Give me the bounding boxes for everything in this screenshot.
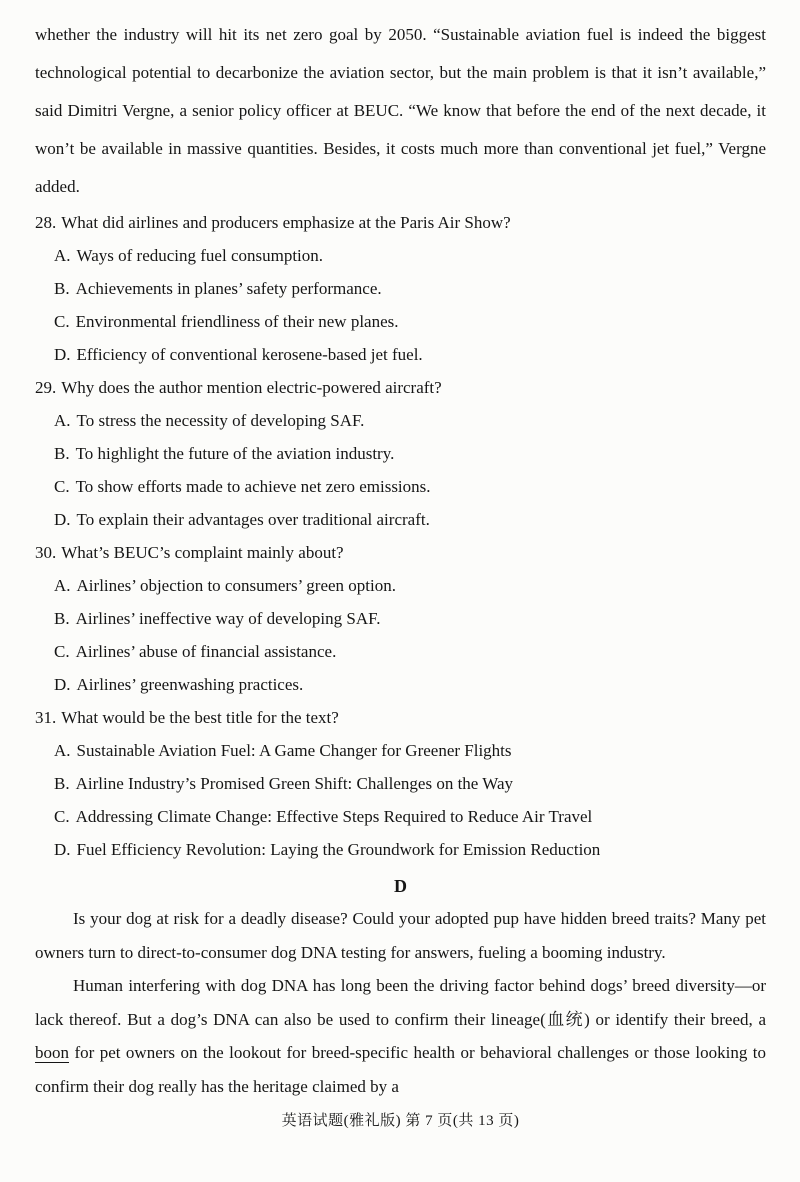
- option-text: Addressing Climate Change: Effective Steps Required to Reduce Air Travel: [75, 807, 593, 826]
- option-text: To stress the necessity of developing SAF.: [76, 411, 365, 430]
- option-label: D.: [54, 345, 71, 364]
- option-text: Sustainable Aviation Fuel: A Game Changer for Greener Flights: [76, 741, 512, 760]
- option-row: [54, 272, 766, 305]
- option-label: B.: [54, 609, 70, 628]
- option-text: Airlines’ abuse of financial assistance.: [75, 642, 337, 661]
- option-row: [54, 437, 766, 470]
- option-row: [54, 503, 766, 536]
- option-row: [54, 800, 766, 833]
- option-row: [54, 602, 766, 635]
- option-row: [54, 734, 766, 767]
- question-28: [35, 206, 766, 371]
- question-number: 30.: [35, 543, 57, 562]
- option-row: [54, 767, 766, 800]
- option-label: C.: [54, 807, 70, 826]
- option-row: [54, 569, 766, 602]
- option-row: [54, 668, 766, 701]
- option-label: A.: [54, 576, 71, 595]
- option-label: A.: [54, 411, 71, 430]
- option-text: Achievements in planes’ safety performance.: [75, 279, 382, 298]
- option-label: B.: [54, 774, 70, 793]
- question-stem: [35, 206, 766, 239]
- option-text: Airlines’ greenwashing practices.: [76, 675, 304, 694]
- passage-d-paragraph-2: [35, 969, 766, 1103]
- option-text: Airline Industry’s Promised Green Shift: Challenges on the Way: [75, 774, 514, 793]
- option-row: [54, 239, 766, 272]
- section-d-heading: D: [394, 876, 407, 896]
- option-label: A.: [54, 741, 71, 760]
- question-stem: [35, 701, 766, 734]
- option-label: B.: [54, 444, 70, 463]
- option-text: To show efforts made to achieve net zero emissions.: [75, 477, 431, 496]
- page-footer: 英语试题(雅礼版) 第 7 页(共 13 页): [281, 1113, 520, 1129]
- option-text: Airlines’ objection to consumers’ green option.: [76, 576, 396, 595]
- question-text: Why does the author mention electric-powered aircraft?: [61, 378, 442, 397]
- option-row: [54, 338, 766, 371]
- option-label: B.: [54, 279, 70, 298]
- option-text: Airlines’ ineffective way of developing SAF.: [75, 609, 381, 628]
- option-label: D.: [54, 840, 71, 859]
- question-stem: [35, 536, 766, 569]
- question-number: 28.: [35, 213, 57, 232]
- option-text: Ways of reducing fuel consumption.: [76, 246, 324, 265]
- option-text: To explain their advantages over traditional aircraft.: [76, 510, 430, 529]
- option-text: Fuel Efficiency Revolution: Laying the Groundwork for Emission Reduction: [76, 840, 601, 859]
- question-30: [35, 536, 766, 701]
- option-text: Environmental friendliness of their new planes.: [75, 312, 399, 331]
- question-text: What did airlines and producers emphasize at the Paris Air Show?: [61, 213, 511, 232]
- option-text: To highlight the future of the aviation industry.: [75, 444, 395, 463]
- paragraph-text: Human interfering with dog DNA has long been the driving factor behind dogs’ breed diversity—or lack thereof. But a dog’s DNA can also be used to confirm their lineage(血统) or identify their breed, a: [35, 976, 766, 1029]
- option-label: D.: [54, 510, 71, 529]
- option-label: D.: [54, 675, 71, 694]
- question-stem: [35, 371, 766, 404]
- question-text: What would be the best title for the text?: [61, 708, 339, 727]
- option-row: [54, 635, 766, 668]
- option-row: [54, 305, 766, 338]
- option-row: [54, 470, 766, 503]
- option-label: A.: [54, 246, 71, 265]
- option-row: [54, 833, 766, 866]
- question-number: 31.: [35, 708, 57, 727]
- question-text: What’s BEUC’s complaint mainly about?: [61, 543, 344, 562]
- question-31: [35, 701, 766, 866]
- paragraph-text: for pet owners on the lookout for breed-specific health or behavioral challenges or those looking to confirm their dog really has the heritage claimed by a: [35, 1043, 766, 1096]
- option-label: C.: [54, 312, 70, 331]
- question-29: [35, 371, 766, 536]
- option-row: [54, 404, 766, 437]
- underlined-word-boon: boon: [35, 1043, 69, 1062]
- question-number: 29.: [35, 378, 57, 397]
- option-label: C.: [54, 477, 70, 496]
- option-text: Efficiency of conventional kerosene-based jet fuel.: [76, 345, 423, 364]
- passage-c-continuation: whether the industry will hit its net zero goal by 2050. “Sustainable aviation fuel is indeed the biggest technological potential to decarbonize the aviation sector, but the main problem is that it isn’t available,” said Dimitri Vergne, a senior policy officer at BEUC. “We know that before the end of the next decade, it won’t be available in massive quantities. Besides, it costs much more than conventional jet fuel,” Vergne added.: [35, 25, 766, 196]
- option-label: C.: [54, 642, 70, 661]
- passage-d-paragraph-1: Is your dog at risk for a deadly disease? Could your adopted pup have hidden breed traits? Many pet owners turn to direct-to-consumer dog DNA testing for answers, fueling a booming industry.: [35, 909, 766, 962]
